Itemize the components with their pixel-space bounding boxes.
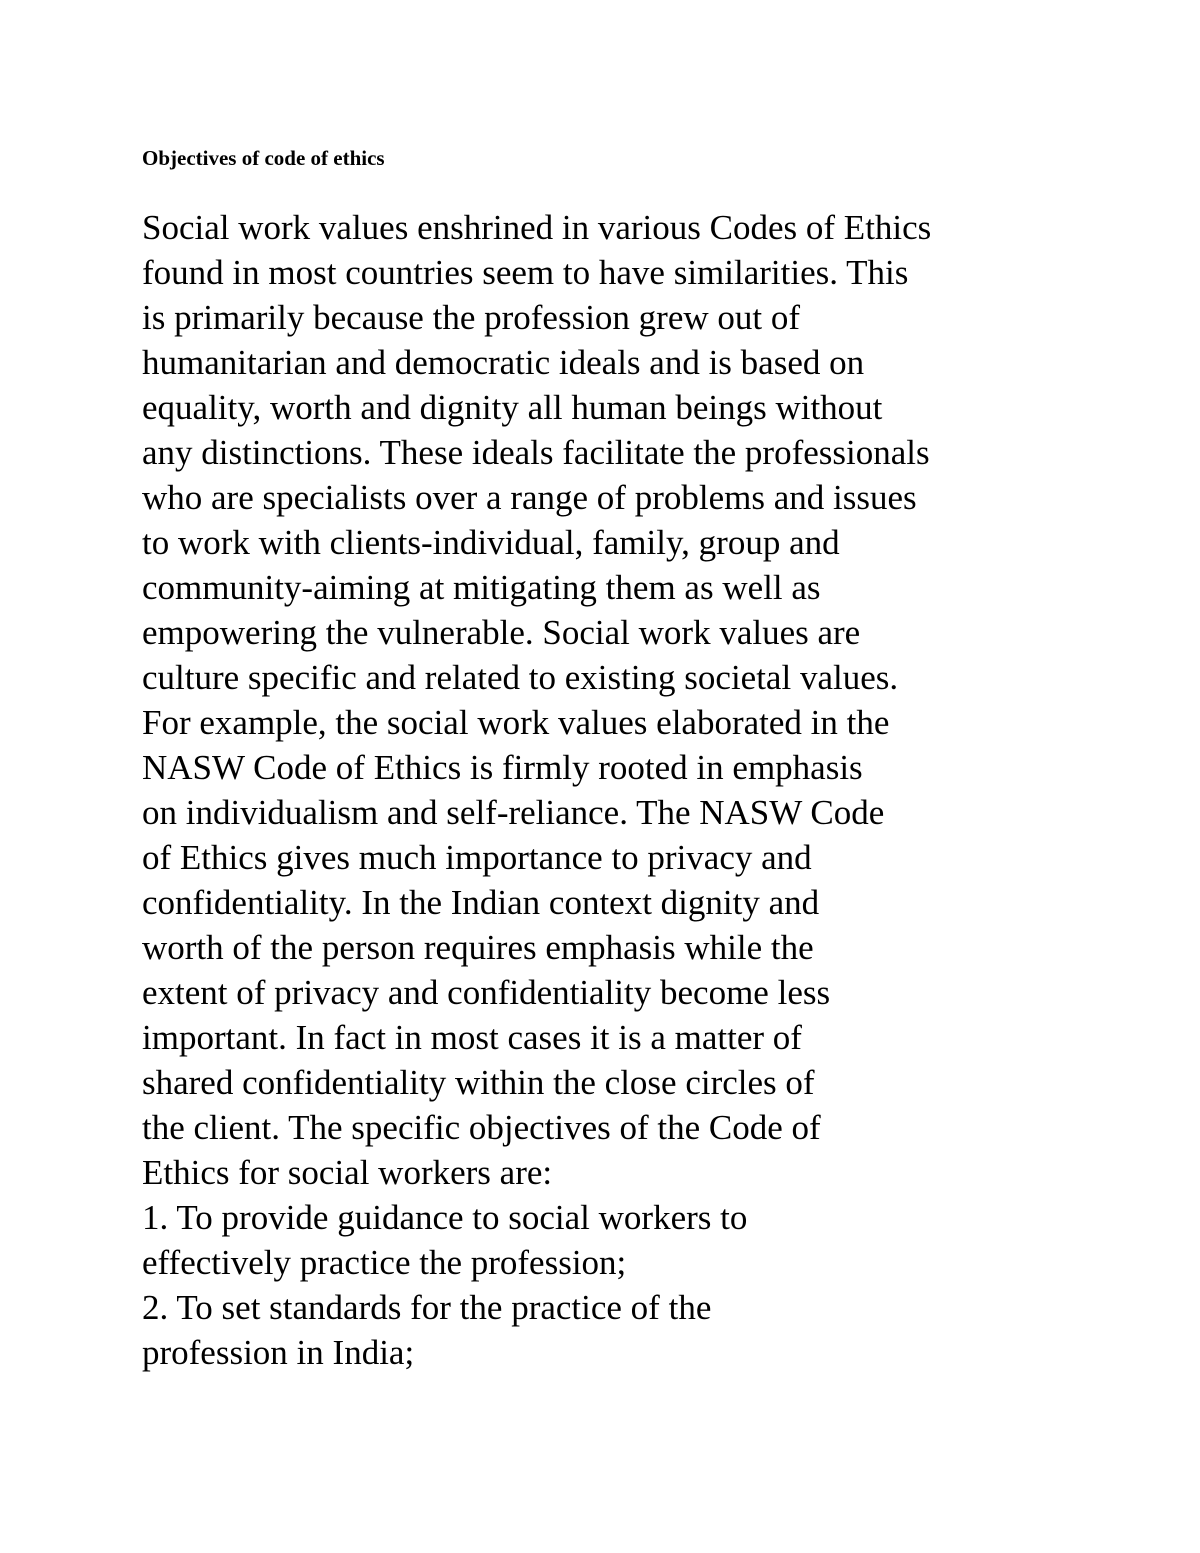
body-line: shared confidentiality within the close circles of <box>142 1063 815 1102</box>
body-line: is primarily because the profession grew out of <box>142 298 801 337</box>
body-line: any distinctions. These ideals facilitate the professionals <box>142 433 930 472</box>
body-line: of Ethics gives much importance to privacy and <box>142 838 812 877</box>
body-line: found in most countries seem to have similarities. This <box>142 253 909 292</box>
body-line: to work with clients-individual, family, group and <box>142 523 840 562</box>
body-line: the client. The specific objectives of the Code of <box>142 1108 821 1147</box>
body-line: who are specialists over a range of problems and issues <box>142 478 917 517</box>
list-item-2-line: profession in India; <box>142 1333 415 1372</box>
list-item-1-line: effectively practice the profession; <box>142 1243 627 1282</box>
body-line: community-aiming at mitigating them as well as <box>142 568 821 607</box>
body-line: worth of the person requires emphasis while the <box>142 928 814 967</box>
body-line: For example, the social work values elaborated in the <box>142 703 890 742</box>
list-item-1-line: 1. To provide guidance to social workers to <box>142 1198 748 1237</box>
body-line: Social work values enshrined in various Codes of Ethics <box>142 208 932 247</box>
list-item-2-line: 2. To set standards for the practice of the <box>142 1288 712 1327</box>
body-line: humanitarian and democratic ideals and is based on <box>142 343 865 382</box>
body-line: Ethics for social workers are: <box>142 1153 553 1192</box>
document-body <box>142 205 1142 1375</box>
body-line: NASW Code of Ethics is firmly rooted in emphasis <box>142 748 863 787</box>
document-heading: Objectives of code of ethics <box>142 146 385 170</box>
body-line: culture specific and related to existing societal values. <box>142 658 899 697</box>
body-line: equality, worth and dignity all human beings without <box>142 388 883 427</box>
body-line: empowering the vulnerable. Social work values are <box>142 613 861 652</box>
body-line: important. In fact in most cases it is a matter of <box>142 1018 802 1057</box>
body-line: on individualism and self-reliance. The NASW Code <box>142 793 885 832</box>
body-line: confidentiality. In the Indian context dignity and <box>142 883 820 922</box>
body-line: extent of privacy and confidentiality become less <box>142 973 831 1012</box>
